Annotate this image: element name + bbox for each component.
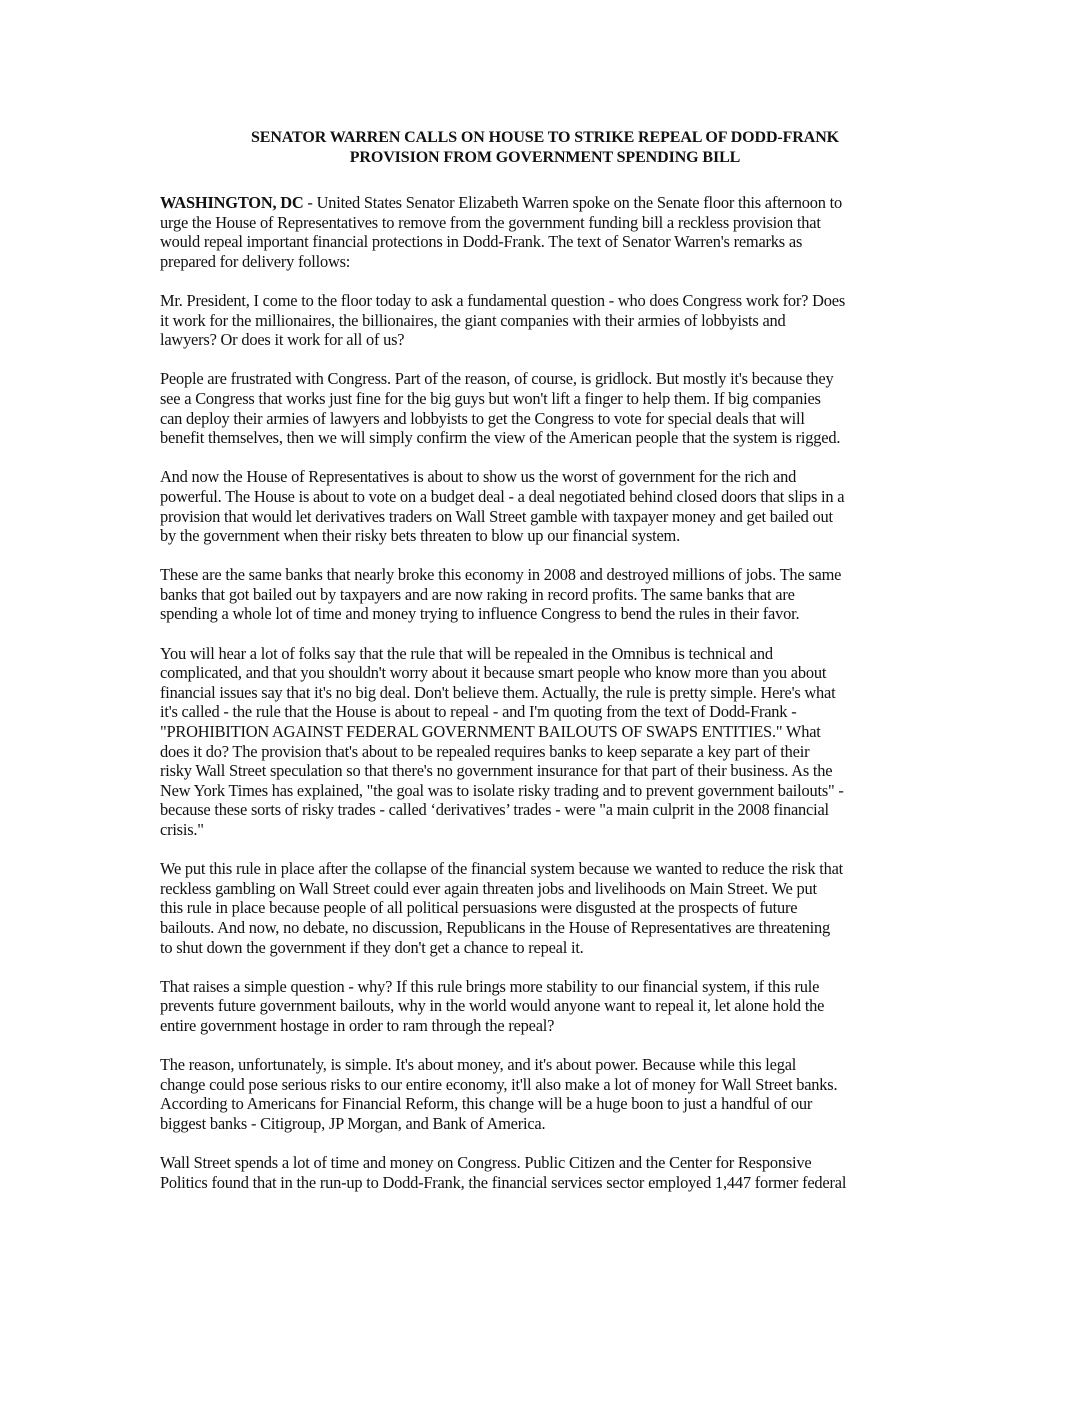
paragraph-line: would repeal important financial protections in Dodd-Frank. The text of Senator Warren's remarks as xyxy=(160,232,803,252)
paragraph-line: The reason, unfortunately, is simple. It's about money, and it's about power. Because while this legal xyxy=(160,1055,797,1075)
paragraph-line: benefit themselves, then we will simply confirm the view of the American people that the system is rigged. xyxy=(160,428,841,448)
paragraph-line: this rule in place because people of all political persuasions were disgusted at the prospects of future xyxy=(160,898,798,918)
paragraph xyxy=(160,1153,940,1192)
paragraph-line: prevents future government bailouts, why in the world would anyone want to repeal it, let alone hold the xyxy=(160,996,825,1016)
paragraph-line: That raises a simple question - why? If this rule brings more stability to our financial system, if this rule xyxy=(160,976,820,996)
paragraph xyxy=(160,1055,940,1133)
paragraph-line: change could pose serious risks to our entire economy, it'll also make a lot of money for Wall Street banks. xyxy=(160,1074,838,1094)
paragraph-intro xyxy=(160,193,940,271)
paragraph-line: powerful. The House is about to vote on a budget deal - a deal negotiated behind closed doors that slips in a xyxy=(160,486,845,506)
paragraph-line: urge the House of Representatives to remove from the government funding bill a reckless provision that xyxy=(160,212,821,232)
paragraph-line: biggest banks - Citigroup, JP Morgan, and Bank of America. xyxy=(160,1113,546,1133)
paragraph-line: risky Wall Street speculation so that there's no government insurance for that part of their business. As the xyxy=(160,761,833,781)
paragraph-line: see a Congress that works just fine for the big guys but won't lift a finger to help them. If big companies xyxy=(160,388,821,408)
paragraph-line: spending a whole lot of time and money trying to influence Congress to bend the rules in their favor. xyxy=(160,604,800,624)
document-title xyxy=(160,128,930,168)
paragraph-line: We put this rule in place after the collapse of the financial system because we wanted to reduce the risk that xyxy=(160,859,844,879)
paragraph-line: Wall Street spends a lot of time and money on Congress. Public Citizen and the Center for Responsive xyxy=(160,1153,812,1173)
paragraph-line: by the government when their risky bets threaten to blow up our financial system. xyxy=(160,526,681,546)
paragraph-line: crisis." xyxy=(160,820,204,839)
paragraph-line: complicated, and that you shouldn't worry about it because smart people who know more than you about xyxy=(160,663,827,683)
paragraph-line: According to Americans for Financial Reform, this change will be a huge boon to just a handful of our xyxy=(160,1094,813,1114)
paragraph-line: to shut down the government if they don't get a chance to repeal it. xyxy=(160,937,584,957)
paragraph-line: because these sorts of risky trades - called ‘derivatives’ trades - were "a main culprit in the 2008 financial xyxy=(160,800,829,820)
paragraph-line: can deploy their armies of lawyers and lobbyists to get the Congress to vote for special deals that will xyxy=(160,408,805,428)
paragraph-line: lawyers? Or does it work for all of us? xyxy=(160,330,405,350)
paragraph-line xyxy=(160,193,940,213)
paragraph-line: financial issues say that it's no big deal. Don't believe them. Actually, the rule is pretty simple. Here's what xyxy=(160,682,836,702)
paragraph-line: prepared for delivery follows: xyxy=(160,251,351,271)
paragraph-line: And now the House of Representatives is about to show us the worst of government for the rich and xyxy=(160,467,797,487)
title-line: PROVISION FROM GOVERNMENT SPENDING BILL xyxy=(349,149,741,166)
paragraph-line: You will hear a lot of folks say that the rule that will be repealed in the Omnibus is technical and xyxy=(160,643,773,663)
paragraph-line: it work for the millionaires, the billionaires, the giant companies with their armies of lobbyists and xyxy=(160,310,786,330)
paragraph xyxy=(160,291,940,350)
intro-text: - United States Senator Elizabeth Warren spoke on the Senate floor this afternoon to xyxy=(303,193,843,212)
paragraph-line: New York Times has explained, "the goal was to isolate risky trading and to prevent government bailouts" - xyxy=(160,780,844,800)
paragraph-line: Politics found that in the run-up to Dodd-Frank, the financial services sector employed 1,447 former federal xyxy=(160,1172,847,1192)
paragraph xyxy=(160,565,940,624)
paragraph-line: These are the same banks that nearly broke this economy in 2008 and destroyed millions of jobs. The same xyxy=(160,565,842,585)
paragraph-line: provision that would let derivatives traders on Wall Street gamble with taxpayer money and get bailed out xyxy=(160,506,833,526)
paragraph-line: People are frustrated with Congress. Part of the reason, of course, is gridlock. But mostly it's because they xyxy=(160,369,834,389)
title-line: SENATOR WARREN CALLS ON HOUSE TO STRIKE REPEAL OF DODD-FRANK xyxy=(250,129,840,146)
paragraph xyxy=(160,467,940,545)
paragraph-line: banks that got bailed out by taxpayers and are now raking in record profits. The same banks that are xyxy=(160,584,795,604)
paragraph-line: entire government hostage in order to ram through the repeal? xyxy=(160,1015,555,1035)
paragraph-line: does it do? The provision that's about to be repealed requires banks to keep separate a key part of their xyxy=(160,741,810,761)
paragraph-line: it's called - the rule that the House is about to repeal - and I'm quoting from the text of Dodd-Frank - xyxy=(160,702,797,722)
paragraph-line: bailouts. And now, no debate, no discussion, Republicans in the House of Representatives are threatening xyxy=(160,917,831,937)
paragraph-line: "PROHIBITION AGAINST FEDERAL GOVERNMENT BAILOUTS OF SWAPS ENTITIES." What xyxy=(160,722,821,742)
paragraph xyxy=(160,977,940,1036)
paragraph-line: Mr. President, I come to the floor today to ask a fundamental question - who does Congress work for? Does xyxy=(160,290,846,310)
paragraph xyxy=(160,859,940,957)
paragraph-line: reckless gambling on Wall Street could ever again threaten jobs and livelihoods on Main Street. We put xyxy=(160,878,817,898)
document-body xyxy=(160,193,940,1212)
paragraph xyxy=(160,644,940,840)
dateline: WASHINGTON, DC xyxy=(160,193,304,212)
paragraph xyxy=(160,369,940,447)
